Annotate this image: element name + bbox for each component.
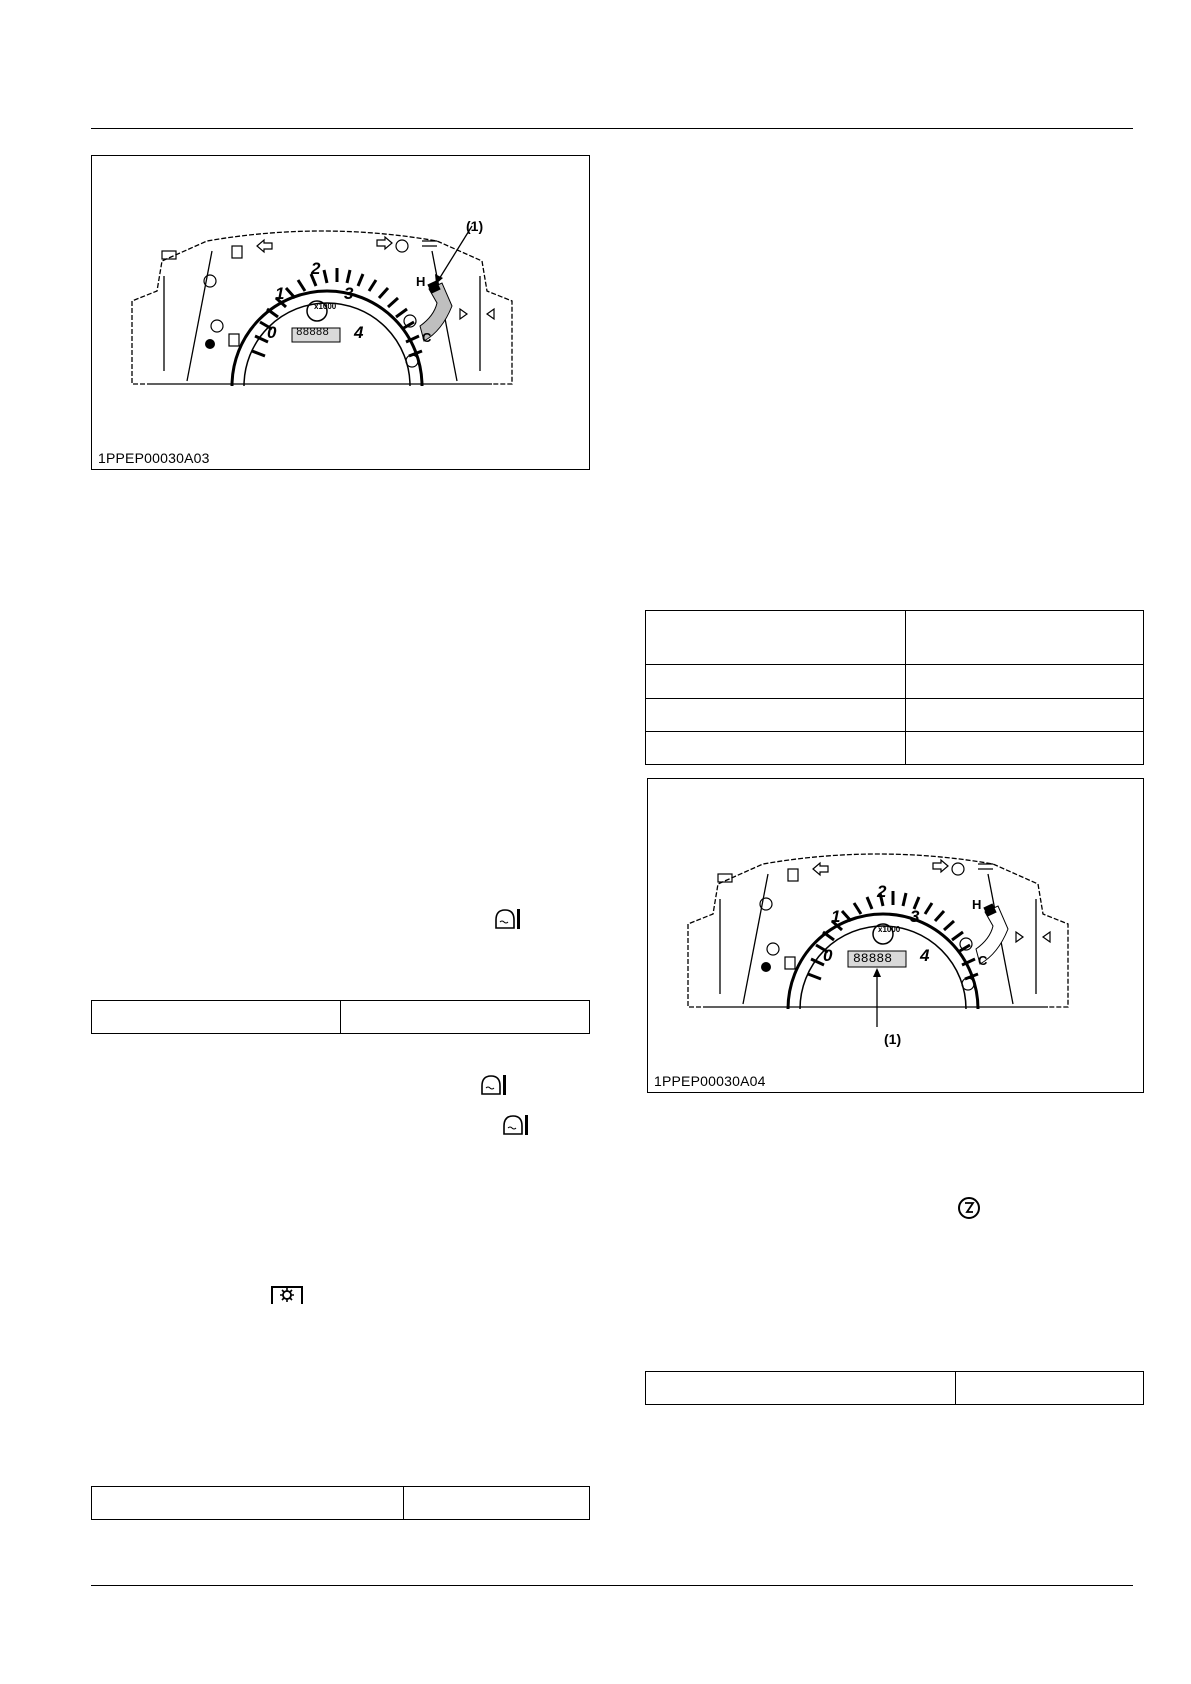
figure-code: 1PPEP00030A03 — [98, 450, 210, 466]
table-cell — [906, 611, 1144, 665]
tach-scale-label: 3 — [910, 907, 920, 926]
table-right-1 — [645, 610, 1144, 765]
table-cell — [906, 731, 1144, 764]
table-row — [646, 1372, 1144, 1405]
table-cell — [646, 611, 906, 665]
figure-callout: (1) — [884, 1031, 902, 1047]
footer-rule — [91, 1585, 1133, 1586]
table-cell — [341, 1001, 590, 1034]
hourmeter-readout: 88888 — [296, 327, 330, 339]
table-cell — [646, 1372, 956, 1405]
table-cell — [906, 698, 1144, 731]
table-cell — [404, 1487, 590, 1520]
instrument-panel-drawing — [92, 156, 591, 471]
tach-scale-label: 1 — [275, 284, 285, 303]
temp-low-label: C — [978, 953, 988, 968]
tach-scale-label: 0 — [823, 946, 833, 965]
table-right-2 — [645, 1371, 1144, 1405]
coolant-temperature-icon — [478, 1072, 508, 1102]
engine-timer-icon — [956, 1195, 982, 1221]
table-cell — [646, 698, 906, 731]
temp-high-label: H — [972, 897, 982, 912]
figure-callout: (1) — [466, 218, 484, 234]
temp-high-label: H — [416, 274, 426, 289]
coolant-temperature-icon — [492, 906, 522, 936]
tach-scale-top: 2 — [311, 259, 321, 278]
figure-instrument-panel-hourmeter — [647, 778, 1144, 1093]
table-cell — [646, 731, 906, 764]
tach-scale-label: 0 — [267, 323, 277, 342]
figure-code: 1PPEP00030A04 — [654, 1073, 766, 1089]
hourmeter-readout: 88888 — [853, 951, 893, 966]
table-row — [92, 1001, 590, 1034]
figure-instrument-panel-temperature — [91, 155, 590, 470]
tach-scale-label: 4 — [920, 946, 930, 965]
coolant-temperature-icon — [500, 1112, 530, 1142]
table-row — [646, 665, 1144, 698]
tach-unit-label: x1000 — [314, 302, 337, 311]
temp-low-label: C — [422, 330, 432, 345]
table-cell — [906, 665, 1144, 698]
table-cell — [92, 1001, 341, 1034]
header-rule — [91, 128, 1133, 129]
table-left-1 — [91, 1000, 590, 1034]
table-cell — [646, 665, 906, 698]
tach-scale-label: 1 — [831, 907, 841, 926]
transmission-warning-icon — [270, 1284, 304, 1304]
tach-unit-label: x1000 — [878, 925, 901, 934]
table-row — [646, 611, 1144, 665]
tach-scale-label: 4 — [354, 323, 364, 342]
table-cell — [956, 1372, 1144, 1405]
tach-ticks — [252, 268, 422, 356]
table-left-2 — [91, 1486, 590, 1520]
table-row — [646, 731, 1144, 764]
table-row — [92, 1487, 590, 1520]
tach-scale-top: 2 — [877, 882, 887, 901]
table-cell — [92, 1487, 404, 1520]
table-row — [646, 698, 1144, 731]
tach-scale-label: 3 — [344, 284, 354, 303]
